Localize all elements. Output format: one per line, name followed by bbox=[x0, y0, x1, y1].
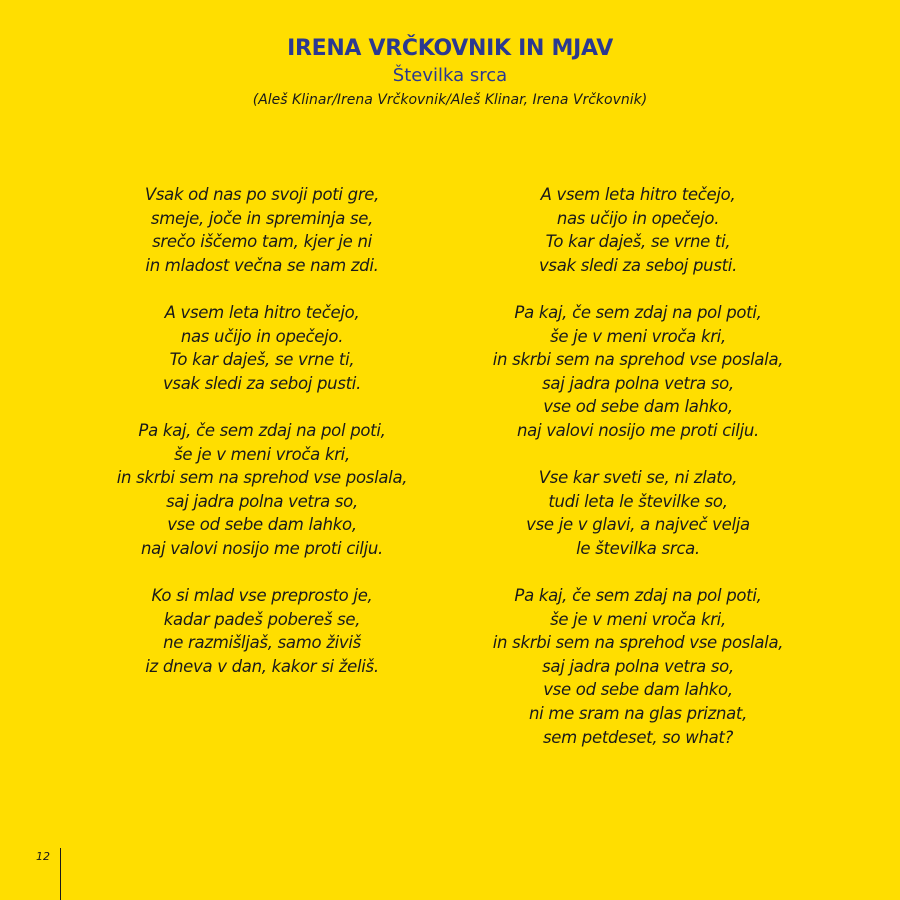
page-header bbox=[0, 34, 900, 111]
lyric-line: saj jadra polna vetra so, bbox=[166, 491, 358, 511]
lyrics-stanza bbox=[458, 301, 818, 443]
lyric-line: srečo iščemo tam, kjer je ni bbox=[152, 232, 372, 252]
lyric-line: le številka srca. bbox=[576, 538, 700, 558]
song-credits: (Aleš Klinar/Irena Vrčkovnik/Aleš Klinar, Irena Vrčkovnik) bbox=[252, 92, 648, 108]
lyric-line: in skrbi sem na sprehod vse poslala, bbox=[492, 633, 784, 653]
lyric-line: kadar padeš pobereš se, bbox=[163, 609, 361, 629]
lyric-line: To kar daješ, se vrne ti, bbox=[545, 232, 731, 252]
lyric-line: tudi leta le številke so, bbox=[548, 491, 728, 511]
page-number: 12 bbox=[36, 850, 50, 863]
lyric-line: in skrbi sem na sprehod vse poslala, bbox=[116, 468, 408, 488]
lyric-line: A vsem leta hitro tečejo, bbox=[164, 302, 360, 322]
lyric-line: vsak sledi za seboj pusti. bbox=[162, 373, 362, 393]
lyric-line: še je v meni vroča kri, bbox=[550, 609, 726, 629]
lyric-line: nas učijo in opečejo. bbox=[556, 208, 720, 228]
lyric-line: A vsem leta hitro tečejo, bbox=[540, 185, 736, 204]
lyric-line: nas učijo in opečejo. bbox=[180, 326, 344, 346]
lyric-line: sem petdeset, so what? bbox=[542, 727, 734, 747]
lyrics-right-column bbox=[458, 183, 818, 773]
lyric-line: še je v meni vroča kri, bbox=[174, 444, 350, 464]
lyric-line: To kar daješ, se vrne ti, bbox=[169, 350, 355, 370]
lyric-line: Vsak od nas po svoji poti gre, bbox=[144, 185, 380, 204]
lyrics-stanza bbox=[82, 584, 442, 678]
lyric-line: iz dneva v dan, kakor si želiš. bbox=[145, 656, 379, 676]
lyrics-stanza bbox=[458, 466, 818, 560]
lyric-line: vse od sebe dam lahko, bbox=[543, 397, 733, 417]
lyrics-stanza bbox=[82, 419, 442, 561]
lyrics-left-column bbox=[82, 183, 442, 702]
artist-title: IRENA VRČKOVNIK IN MJAV bbox=[287, 36, 613, 61]
lyric-line: vse od sebe dam lahko, bbox=[543, 680, 733, 700]
lyric-line: naj valovi nosijo me proti cilju. bbox=[141, 538, 383, 558]
lyrics-stanza bbox=[458, 584, 818, 749]
lyric-line: vse od sebe dam lahko, bbox=[167, 515, 357, 535]
lyric-line: saj jadra polna vetra so, bbox=[542, 656, 734, 676]
lyric-line: Pa kaj, če sem zdaj na pol poti, bbox=[138, 420, 386, 440]
lyric-line: Pa kaj, če sem zdaj na pol poti, bbox=[514, 302, 762, 322]
lyric-line: in mladost večna se nam zdi. bbox=[145, 255, 379, 275]
lyric-line: Vse kar sveti se, ni zlato, bbox=[538, 468, 738, 488]
lyric-line: vse je v glavi, a največ velja bbox=[526, 515, 750, 535]
lyric-line: smeje, joče in spreminja se, bbox=[150, 208, 374, 228]
lyric-line: naj valovi nosijo me proti cilju. bbox=[517, 420, 759, 440]
page-divider-line bbox=[60, 848, 61, 900]
lyrics-stanza bbox=[82, 183, 442, 277]
lyrics-stanza bbox=[458, 183, 818, 277]
lyric-line: Pa kaj, če sem zdaj na pol poti, bbox=[514, 586, 762, 606]
lyrics-stanza bbox=[82, 301, 442, 395]
lyric-line: saj jadra polna vetra so, bbox=[542, 373, 734, 393]
lyric-line: še je v meni vroča kri, bbox=[550, 326, 726, 346]
lyric-line: vsak sledi za seboj pusti. bbox=[538, 255, 738, 275]
song-title: Številka srca bbox=[392, 65, 508, 86]
lyric-line: ni me sram na glas priznat, bbox=[528, 704, 748, 724]
lyric-line: Ko si mlad vse preprosto je, bbox=[151, 586, 373, 606]
lyric-line: in skrbi sem na sprehod vse poslala, bbox=[492, 350, 784, 370]
lyric-line: ne razmišljaš, samo živiš bbox=[163, 633, 361, 653]
